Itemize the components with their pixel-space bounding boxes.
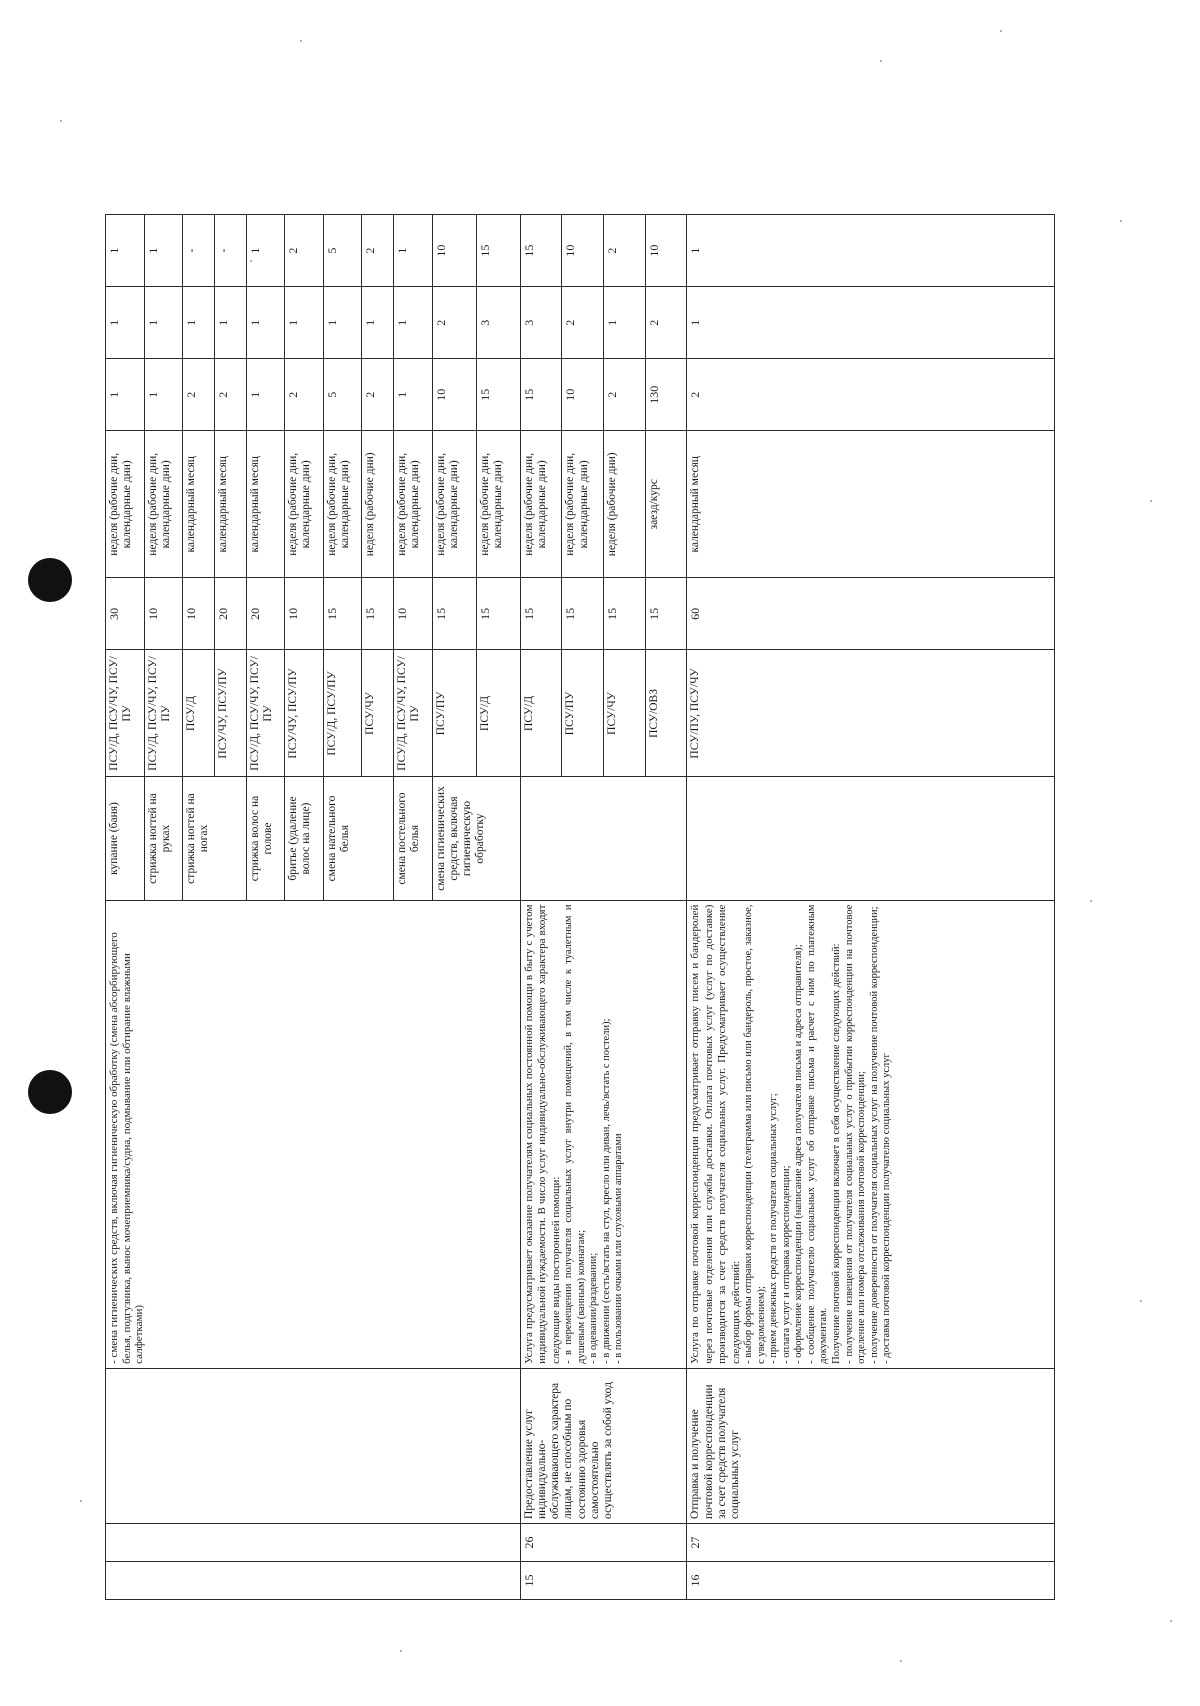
period-unit: календарный месяц: [687, 431, 1055, 578]
value-a: 10: [432, 359, 476, 431]
value-b: 2: [562, 287, 604, 359]
sub-service-name: [687, 777, 1055, 900]
period-unit: неделя (рабочие дни, календарные дни): [106, 431, 145, 578]
time-norm: 15: [432, 578, 476, 650]
value-a: 5: [323, 359, 362, 431]
time-norm: 20: [214, 578, 246, 650]
value-a: 2: [183, 359, 215, 431]
value-b: 3: [520, 287, 562, 359]
recipient-groups: ПСУ/ЧУ: [362, 650, 394, 777]
recipient-groups: ПСУ/Д, ПСУ/ЧУ, ПСУ/ПУ: [144, 650, 183, 777]
service-item: - доставка почтовой корреспонденции получателю социальных услуг: [881, 1053, 893, 1364]
period-unit: неделя (рабочие дни): [604, 431, 646, 578]
period-unit: неделя (рабочие дни, календарные дни): [394, 431, 433, 578]
punch-hole-top: [28, 558, 72, 602]
value-a: 15: [476, 359, 520, 431]
time-norm: 10: [285, 578, 324, 650]
recipient-groups: ПСУ/Д, ПСУ/ЧУ, ПСУ/ПУ: [246, 650, 285, 777]
value-a: 2: [214, 359, 246, 431]
punch-hole-bottom: [28, 1070, 72, 1114]
value-b: 1: [687, 287, 1055, 359]
value-c: -: [183, 215, 215, 287]
value-c: 1: [246, 215, 285, 287]
scan-speck: [1000, 30, 1002, 32]
value-a: 2: [687, 359, 1055, 431]
service-title-cell: [106, 1368, 521, 1523]
time-norm: 15: [362, 578, 394, 650]
value-a: 2: [285, 359, 324, 431]
sub-number-cell: [106, 1523, 521, 1561]
value-c: 1: [106, 215, 145, 287]
row-number-cell: 15: [520, 1561, 687, 1599]
scan-speck: [1140, 1300, 1142, 1302]
value-b: 1: [183, 287, 215, 359]
recipient-groups: ПСУ/ЧУ, ПСУ/ПУ: [285, 650, 324, 777]
table-row: [687, 121, 1055, 1600]
value-a: 10: [562, 359, 604, 431]
scan-speck: [400, 1650, 402, 1652]
value-a: 15: [520, 359, 562, 431]
service-description: Услуга по отправке почтовой корреспонденции предусматривает отправку писем и бандеролей через почтовые отделения или службы доставки. Оплата почтовых услуг (услуг по доставке) производится за счет средств получателя социальных услуг. Предусматривает осуществление следующих действий:: [689, 904, 742, 1364]
scan-speck: [1150, 500, 1152, 502]
value-a: 130: [645, 359, 687, 431]
value-b: 1: [394, 287, 433, 359]
time-norm: 30: [106, 578, 145, 650]
row-number-cell: [106, 1561, 521, 1599]
scan-speck: [900, 1660, 902, 1662]
value-a: 1: [144, 359, 183, 431]
recipient-groups: ПСУ/ПУ, ПСУ/ЧУ: [687, 650, 1055, 777]
service-item: - получение извещения от получателя социальных услуг о прибытии корреспонденции на почтовое отделение или номера отслеживания почтовой корреспонденции;: [843, 904, 868, 1364]
recipient-groups: ПСУ/ЧУ, ПСУ/ПУ: [214, 650, 246, 777]
scan-speck: [880, 60, 882, 62]
scan-speck: [250, 260, 252, 262]
service-item: - выбор формы отправки корреспонденции (телеграмма или письмо или бандероль, простое, заказное, с уведомлением);: [742, 904, 767, 1364]
service-item: - оплата услуг и отправка корреспонденции;: [780, 1165, 792, 1364]
value-c: -: [214, 215, 246, 287]
sub-number-cell: 26: [520, 1523, 687, 1561]
period-unit: заезд/курс: [645, 431, 687, 578]
value-b: 1: [604, 287, 646, 359]
recipient-groups: ПСУ/Д: [476, 650, 520, 777]
value-b: 1: [106, 287, 145, 359]
scan-speck: [60, 120, 62, 122]
time-norm: 10: [394, 578, 433, 650]
service-item: - в пользовании очками или слуховыми аппаратами: [613, 1133, 625, 1364]
recipient-groups: ПСУ/Д, ПСУ/ЧУ, ПСУ/ПУ: [106, 650, 145, 777]
recipient-groups: ПСУ/ЧУ: [604, 650, 646, 777]
service-description-cell: - смена гигиенических средств, включая гигиеническую обработку (смена абсорбирующего белья, подгузника, вынос мочеприемника/судна, подмывание или обтирание влажными салфетками): [106, 900, 521, 1368]
time-norm: 15: [520, 578, 562, 650]
time-norm: 15: [645, 578, 687, 650]
time-norm: 10: [183, 578, 215, 650]
scan-speck: [1090, 900, 1092, 902]
period-unit: неделя (рабочие дни, календарные дни): [476, 431, 520, 578]
value-c: 1: [144, 215, 183, 287]
recipient-groups: ПСУ/Д: [183, 650, 215, 777]
rotated-service-table: [105, 120, 1055, 1600]
sub-number-cell: 27: [687, 1523, 1055, 1561]
time-norm: 15: [562, 578, 604, 650]
sub-service-name: смена постельного белья: [394, 777, 433, 900]
sub-service-name: смена нательного белья: [323, 777, 393, 900]
value-a: 2: [362, 359, 394, 431]
service-title-cell: Отправка и получение почтовой корреспонденции за счет средств получателя социальных услуг: [687, 1368, 1055, 1523]
value-b: 1: [214, 287, 246, 359]
sub-service-name: стрижка ногтей на руках: [144, 777, 183, 900]
time-norm: 20: [246, 578, 285, 650]
recipient-groups: ПСУ/Д: [520, 650, 562, 777]
value-a: 1: [106, 359, 145, 431]
value-c: 1: [394, 215, 433, 287]
value-c: 10: [645, 215, 687, 287]
scan-speck: [300, 40, 302, 42]
sub-service-name: купание (баня): [106, 777, 145, 900]
value-c: 1: [687, 215, 1055, 287]
period-unit: неделя (рабочие дни, календарные дни): [323, 431, 362, 578]
scan-speck: [1120, 220, 1122, 222]
service-description-cell: [687, 900, 1055, 1368]
scan-speck: [1170, 1620, 1172, 1622]
row-number-cell: 16: [687, 1561, 1055, 1599]
table-row: [520, 121, 562, 1600]
sub-service-name: [520, 777, 687, 900]
service-item: - в перемещении получателя социальных услуг внутри помещений, в том числе к туалетным и душевым (ванным) комнатам;: [562, 904, 587, 1364]
value-b: 1: [323, 287, 362, 359]
period-unit: неделя (рабочие дни, календарные дни): [285, 431, 324, 578]
value-c: 15: [476, 215, 520, 287]
recipient-groups: ПСУ/ПУ: [562, 650, 604, 777]
time-norm: 15: [476, 578, 520, 650]
value-a: 1: [246, 359, 285, 431]
value-c: 5: [323, 215, 362, 287]
value-b: 1: [144, 287, 183, 359]
time-norm: 15: [323, 578, 362, 650]
recipient-groups: ПСУ/Д, ПСУ/ЧУ, ПСУ/ПУ: [394, 650, 433, 777]
recipient-groups: ПСУ/ПУ: [432, 650, 476, 777]
service-item: - в движении (сесть/встать на стул, кресло или диван, лечь/встать с постели);: [600, 1018, 612, 1364]
value-b: 2: [432, 287, 476, 359]
service-item: - оформление корреспонденции (написание адреса получателя письма и адреса отправителя);: [793, 944, 805, 1364]
service-title-cell: Предоставление услуг индивидуально-обслуживающего характера лицам, не способным по состоянию здоровья самостоятельно осуществлять за собой уход: [520, 1368, 687, 1523]
time-norm: 15: [604, 578, 646, 650]
service-description-cell: [520, 900, 687, 1368]
sub-service-name: стрижка волос на голове: [246, 777, 285, 900]
value-b: 1: [285, 287, 324, 359]
service-item: - сообщение получателю социальных услуг об отправке письма и расчет с ним по платежным документам.: [805, 904, 830, 1364]
service-item: - получение доверенности от получателя социальных услуг на получение почтовой корреспонденции;: [868, 906, 880, 1364]
value-b: 1: [246, 287, 285, 359]
table-row: [106, 121, 145, 1600]
sub-service-name: бритье (удаление волос на лице): [285, 777, 324, 900]
services-table: [105, 120, 1055, 1600]
value-b: 2: [645, 287, 687, 359]
time-norm: 60: [687, 578, 1055, 650]
value-b: 1: [362, 287, 394, 359]
sub-service-name: стрижка ногтей на ногах: [183, 777, 247, 900]
service-item: - прием денежных средств от получателя социальных услуг;: [768, 1093, 780, 1364]
sub-service-name: смена гигиенических средств, включая гигиеническую обработку: [432, 777, 520, 900]
value-c: 2: [362, 215, 394, 287]
period-unit: неделя (рабочие дни, календарные дни): [432, 431, 476, 578]
value-a: 2: [604, 359, 646, 431]
period-unit: неделя (рабочие дни, календарные дни): [520, 431, 562, 578]
service-item: - в одевании/раздевании;: [588, 1252, 600, 1364]
value-c: 10: [432, 215, 476, 287]
period-unit: неделя (рабочие дни): [362, 431, 394, 578]
period-unit: неделя (рабочие дни, календарные дни): [144, 431, 183, 578]
value-c: 2: [604, 215, 646, 287]
time-norm: 10: [144, 578, 183, 650]
period-unit: календарный месяц: [214, 431, 246, 578]
service-item: Получение почтовой корреспонденции включает в себя осуществление следующих действий:: [831, 943, 843, 1364]
value-c: 15: [520, 215, 562, 287]
scan-speck: [80, 1500, 82, 1502]
value-c: 2: [285, 215, 324, 287]
value-c: 10: [562, 215, 604, 287]
period-unit: календарный месяц: [183, 431, 215, 578]
recipient-groups: ПСУ/Д, ПСУ/ПУ: [323, 650, 362, 777]
recipient-groups: ПСУ/ОВЗ: [645, 650, 687, 777]
period-unit: календарный месяц: [246, 431, 285, 578]
period-unit: неделя (рабочие дни, календарные дни): [562, 431, 604, 578]
value-b: 3: [476, 287, 520, 359]
service-description: Услуга предусматривает оказание получателям социальных постоянной помощи в быту с учетом индивидуальной нуждаемости. В число услуг индивидуально-обслуживающего характера входят следующие виды посторонней помощи:: [522, 904, 562, 1364]
value-a: 1: [394, 359, 433, 431]
